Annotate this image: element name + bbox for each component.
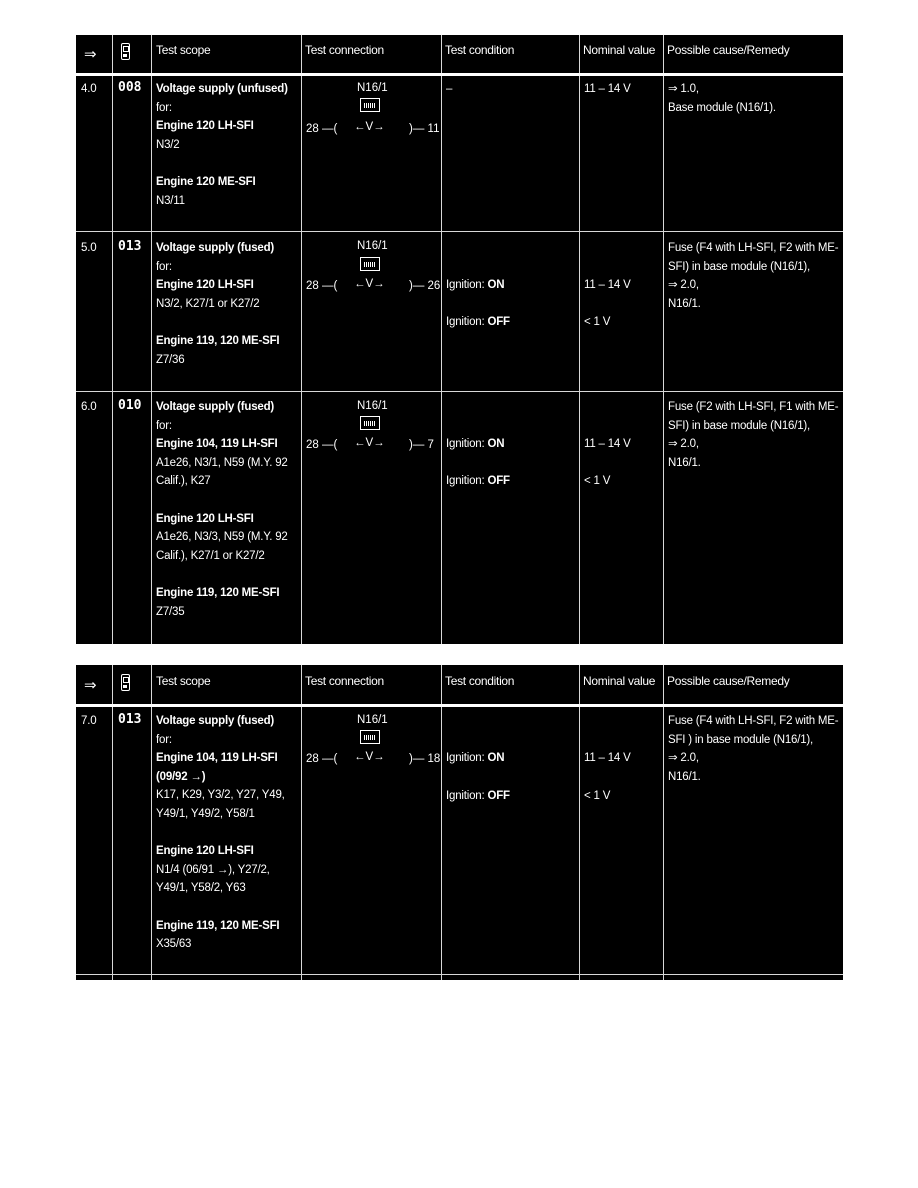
tester-icon <box>121 43 130 60</box>
module-icon <box>360 257 380 271</box>
column-divider <box>441 665 442 980</box>
step-number: 6.0 <box>81 401 97 413</box>
nominal-value-on: 11 – 14 V <box>584 752 631 764</box>
header-remedy: Possible cause/Remedy <box>667 43 790 57</box>
header-test-connection: Test connection <box>305 43 384 57</box>
column-divider <box>151 665 152 980</box>
pin-left: 28 —( <box>306 280 338 292</box>
nominal-value-on: 11 – 14 V <box>584 438 631 450</box>
column-divider <box>663 35 664 644</box>
column-divider <box>441 35 442 644</box>
test-condition-on: Ignition: ON <box>446 279 505 291</box>
module-icon <box>360 416 380 430</box>
module-label: N16/1 <box>357 714 388 726</box>
step-number: 4.0 <box>81 83 97 95</box>
remedy: ⇒ 1.0, Base module (N16/1). <box>668 83 776 114</box>
remedy: Fuse (F2 with LH-SFI, F1 with ME- SFI) in base module (N16/1), ⇒ 2.0, N16/1. <box>668 401 839 469</box>
header-test-connection: Test connection <box>305 674 384 688</box>
row-divider <box>76 974 843 975</box>
nominal-value-off: < 1 V <box>584 790 611 802</box>
step-number: 5.0 <box>81 242 97 254</box>
nominal-value: 11 – 14 V <box>584 83 631 95</box>
test-scope: Voltage supply (fused) for: Engine 104, 119 LH-SFI A1e26, N3/1, N59 (M.Y. 92 Calif.), K27 Engine 120 LH-SFI A1e26, N3/3, N59 (M.Y. 92 Calif.), K27/1 or K27/2 Engine 119, 120 ME-SFI Z7/35 <box>156 401 288 618</box>
tester-icon <box>121 674 130 691</box>
test-scope: Voltage supply (fused) for: Engine 120 LH-SFI N3/2, K27/1 or K27/2 Engine 119, 120 ME-SFI Z7/36 <box>156 242 280 366</box>
test-condition-off: Ignition: OFF <box>446 316 510 328</box>
header-divider <box>76 73 843 76</box>
remedy: Fuse (F4 with LH-SFI, F2 with ME- SFI) in base module (N16/1), ⇒ 2.0, N16/1. <box>668 242 839 310</box>
column-divider <box>112 665 113 980</box>
voltmeter-icon: ←V→ <box>354 121 385 133</box>
header-test-scope: Test scope <box>156 43 211 57</box>
arrow-right-icon: ⇒ <box>84 46 97 63</box>
voltmeter-icon: ←V→ <box>354 437 385 449</box>
module-label: N16/1 <box>357 82 388 94</box>
fault-code: 013 <box>118 239 142 254</box>
header-nominal-value: Nominal value <box>583 43 656 57</box>
module-label: N16/1 <box>357 240 388 252</box>
test-scope: Voltage supply (unfused) for: Engine 120 LH-SFI N3/2 Engine 120 ME-SFI N3/11 <box>156 83 288 207</box>
pin-left: 28 —( <box>306 753 338 765</box>
nominal-value-off: < 1 V <box>584 316 611 328</box>
column-divider <box>301 35 302 644</box>
test-condition-on: Ignition: ON <box>446 438 505 450</box>
step-number: 7.0 <box>81 715 97 727</box>
nominal-value-on: 11 – 14 V <box>584 279 631 291</box>
column-divider <box>579 35 580 644</box>
column-divider <box>663 665 664 980</box>
test-table-1 <box>75 34 844 645</box>
header-test-scope: Test scope <box>156 674 211 688</box>
header-test-condition: Test condition <box>445 674 515 688</box>
pin-right: )— 26 <box>409 280 441 292</box>
column-divider <box>301 665 302 980</box>
module-label: N16/1 <box>357 400 388 412</box>
row-divider <box>76 231 843 232</box>
header-remedy: Possible cause/Remedy <box>667 674 790 688</box>
column-divider <box>579 665 580 980</box>
fault-code: 008 <box>118 80 142 95</box>
pin-right: )— 18 <box>409 753 441 765</box>
column-divider <box>151 35 152 644</box>
test-condition-off: Ignition: OFF <box>446 475 510 487</box>
test-scope: Voltage supply (fused) for: Engine 104, 119 LH-SFI (09/92 →) K17, K29, Y3/2, Y27, Y49, Y49/1, Y49/2, Y58/1 Engine 120 LH-SFI N1/4 (06/91 →), Y27/2, Y49/1, Y58/2, Y63 Engine 119, 120 ME-SFI X35/63 <box>156 715 285 951</box>
remedy: Fuse (F4 with LH-SFI, F2 with ME- SFI ) in base module (N16/1), ⇒ 2.0, N16/1. <box>668 715 839 783</box>
pin-right: )— 7 <box>409 439 434 451</box>
voltmeter-icon: ←V→ <box>354 278 385 290</box>
header-test-condition: Test condition <box>445 43 515 57</box>
header-divider <box>76 704 843 707</box>
test-condition-on: Ignition: ON <box>446 752 505 764</box>
module-icon <box>360 98 380 112</box>
column-divider <box>112 35 113 644</box>
row-divider <box>76 391 843 392</box>
fault-code: 013 <box>118 712 142 727</box>
voltmeter-icon: ←V→ <box>354 751 385 763</box>
test-condition: – <box>446 83 453 95</box>
pin-right: )— 11 <box>409 123 440 135</box>
module-icon <box>360 730 380 744</box>
arrow-right-icon: ⇒ <box>84 677 97 694</box>
pin-left: 28 —( <box>306 123 338 135</box>
test-condition-off: Ignition: OFF <box>446 790 510 802</box>
pin-left: 28 —( <box>306 439 338 451</box>
header-nominal-value: Nominal value <box>583 674 656 688</box>
test-table-2 <box>75 664 844 981</box>
nominal-value-off: < 1 V <box>584 475 611 487</box>
fault-code: 010 <box>118 398 142 413</box>
